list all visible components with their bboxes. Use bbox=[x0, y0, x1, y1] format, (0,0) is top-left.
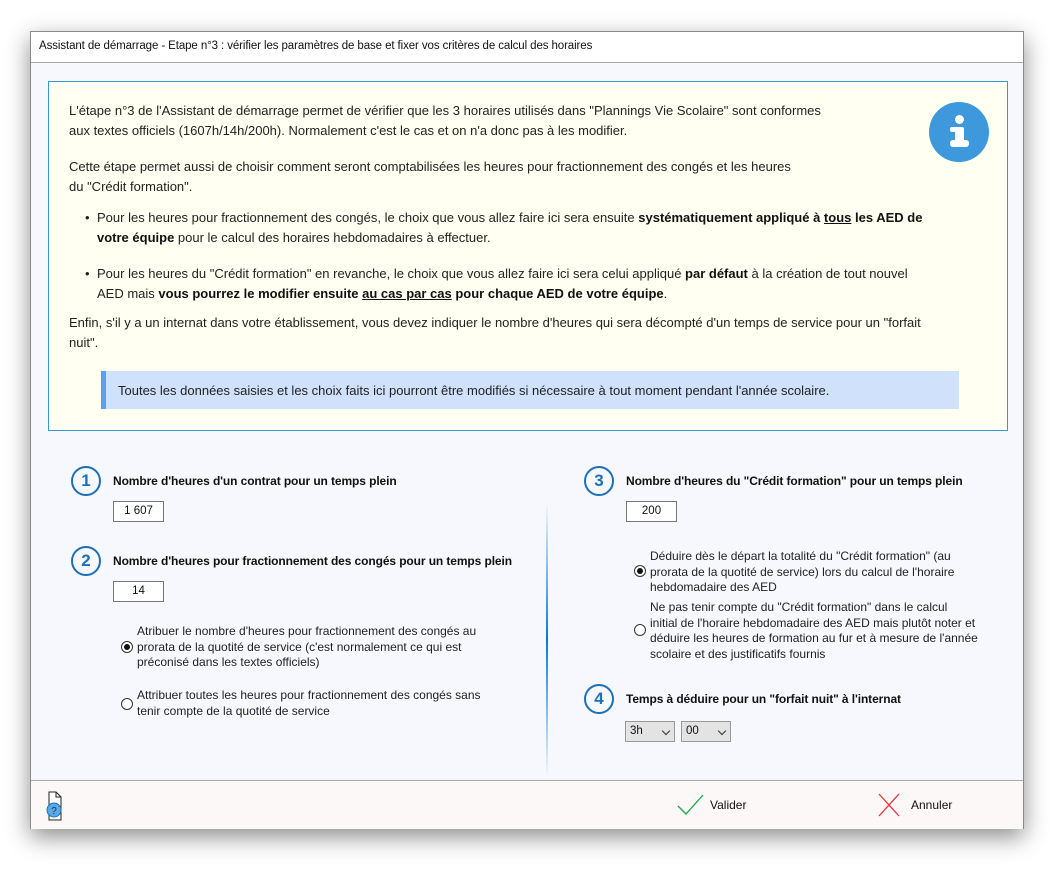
credit-ignore-radio[interactable] bbox=[634, 624, 646, 636]
info-icon bbox=[929, 102, 989, 162]
internat-line-2: nuit". bbox=[69, 335, 99, 350]
intro-line-1: L'étape n°3 de l'Assistant de démarrage permet de vérifier que les 3 horaires utilisés dans "Plannings Vie Scolaire" sont conformes bbox=[69, 103, 821, 118]
svg-text:?: ? bbox=[51, 806, 57, 817]
conges-hours-input[interactable] bbox=[113, 581, 164, 602]
conges-hours-label: Nombre d'heures pour fractionnement des congés pour un temps plein bbox=[113, 554, 512, 568]
credit-ignore-label[interactable]: Ne pas tenir compte du "Crédit formation" dans le calcul initial de l'horaire hebdomadaire des AED mais plutôt noter et déduire les heures de formation au fur et à mesure de l'année scolaire et des justificatifs fournis bbox=[650, 600, 978, 661]
credit-formation-input[interactable] bbox=[626, 501, 677, 522]
forfait-minutes-select[interactable]: 00 bbox=[681, 721, 731, 742]
chevron-down-icon bbox=[662, 727, 670, 735]
contract-hours-input[interactable] bbox=[113, 501, 164, 522]
conges-total-label[interactable]: Attribuer toutes les heures pour fractionnement des congés sans tenir compte de la quotité de service bbox=[137, 688, 481, 718]
dialog-footer bbox=[31, 780, 1023, 829]
step-4-badge: 4 bbox=[584, 684, 614, 714]
note-banner bbox=[101, 371, 959, 409]
conges-total-radio[interactable] bbox=[121, 698, 133, 710]
wizard-dialog bbox=[30, 31, 1024, 829]
help-document-icon[interactable] bbox=[45, 791, 77, 821]
chevron-down-icon bbox=[718, 727, 726, 735]
note-text: Toutes les données saisies et les choix faits ici pourront être modifiés si nécessaire à tout moment pendant l'année scolaire. bbox=[118, 383, 830, 398]
window-title: Assistant de démarrage - Etape n°3 : vérifier les paramètres de base et fixer vos critères de calcul des horaires bbox=[39, 40, 593, 52]
cancel-button[interactable]: Annuler bbox=[877, 793, 967, 817]
validate-button[interactable]: Valider bbox=[676, 793, 756, 817]
bullet-credit-formation: • Pour les heures du "Crédit formation" en revanche, le choix que vous allez faire ici sera celui appliqué par défaut à la création de tout nouvel AED mais vous pourrez le modifier ensuite au cas par cas pour chaque AED de votre équipe. bbox=[97, 264, 987, 304]
bullet-conges: • Pour les heures pour fractionnement des congés, le choix que vous allez faire ici sera ensuite systématiquement appliqué à tous les AED de votre équipe pour le calcul des horaires hebdomadaires à effectuer. bbox=[97, 208, 987, 248]
title-bar bbox=[31, 32, 1023, 63]
step-2-badge: 2 bbox=[71, 546, 101, 576]
intro2-line-1: Cette étape permet aussi de choisir comment seront comptabilisées les heures pour fractionnement des congés et les heures bbox=[69, 159, 791, 174]
step-3-badge: 3 bbox=[584, 466, 614, 496]
column-divider bbox=[546, 502, 548, 777]
forfait-hours-select[interactable]: 3h bbox=[625, 721, 675, 742]
credit-deduct-radio[interactable] bbox=[634, 565, 646, 577]
credit-formation-label: Nombre d'heures du "Crédit formation" pour un temps plein bbox=[626, 474, 963, 488]
contract-hours-label: Nombre d'heures d'un contrat pour un temps plein bbox=[113, 474, 397, 488]
checkmark-icon bbox=[676, 793, 706, 817]
conges-prorata-radio[interactable] bbox=[121, 641, 133, 653]
internat-line-1: Enfin, s'il y a un internat dans votre établissement, vous devez indiquer le nombre d'heures qui sera décompté d'un temps de service pour un "forfait bbox=[69, 315, 921, 330]
forfait-nuit-label: Temps à déduire pour un "forfait nuit" à l'internat bbox=[626, 692, 901, 706]
step-1-badge: 1 bbox=[71, 466, 101, 496]
info-panel bbox=[48, 81, 1008, 431]
intro-line-2: aux textes officiels (1607h/14h/200h). Normalement c'est le cas et on n'a donc pas à les modifier. bbox=[69, 123, 628, 138]
credit-deduct-label[interactable]: Déduire dès le départ la totalité du "Crédit formation" (au prorata de la quotité de service) lors du calcul de l'horaire hebdomadaire des AED bbox=[650, 549, 955, 594]
cross-icon bbox=[877, 793, 903, 817]
conges-prorata-label[interactable]: Atribuer le nombre d'heures pour fractionnement des congés au prorata de la quotité de service (c'est normalement ce qui est préconisé dans les textes officiels) bbox=[137, 624, 477, 669]
intro2-line-2: du "Crédit formation". bbox=[69, 179, 193, 194]
